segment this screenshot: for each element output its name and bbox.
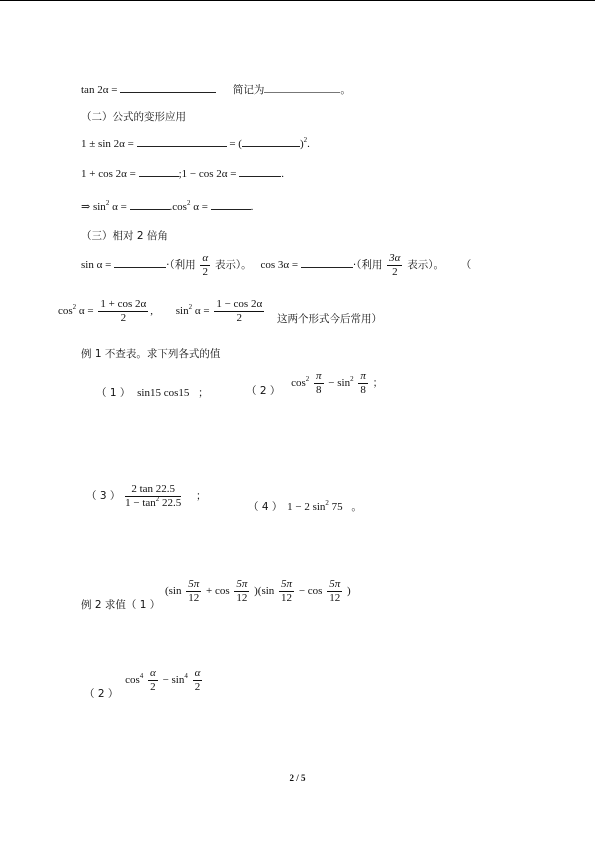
fraction-numerator: 5π [281,578,293,590]
semicolon: ； [198,387,209,399]
example1-item4 [248,500,362,514]
alpha-over-2-fraction [200,252,210,279]
cos-label: cos [291,377,306,390]
line-end-dot: . [307,138,310,150]
square-exponent: 2 [105,199,110,207]
use-label: ·（利用 [352,259,383,272]
fraction-denominator: 12 [329,592,341,604]
page-number: 2 / 5 [289,773,306,783]
fraction-denominator: 12 [236,592,248,604]
sin-alpha-blank[interactable] [114,257,166,268]
square-exponent: 2 [72,303,77,312]
minus-sin-label: − sin [328,377,351,390]
item-label: （ 3 ） [86,490,121,503]
plus-cos-label: + cos [205,585,230,598]
one-pm-cos2-line [81,166,284,181]
semicolon: ； [196,490,207,503]
implies-sin-label: ⇒ sin [81,201,106,213]
pi-over-8-fraction [314,370,324,397]
section3-title: （三）相对 2 倍角 [81,230,168,242]
comma: , [150,305,154,318]
alpha-over-2-fraction [148,667,158,694]
section2-title: （二）公式的变形应用 [81,111,186,123]
angle-value: 22.5 [162,497,182,509]
fraction-denominator: 12 [188,592,200,604]
fraction-denominator [123,497,183,510]
sin-cos-squared-line [81,199,253,214]
one-pm-sin2-suffix: ) [299,138,304,150]
one-minus-cos2-prefix: ;1 − cos 2α = [178,168,237,180]
fourth-power-exponent: 4 [184,672,188,681]
square-exponent: 2 [186,199,191,207]
fraction-numerator: 5π [236,578,248,590]
fraction-numerator: 2 tan 22.5 [125,483,181,497]
fraction-numerator: π [360,370,366,382]
represent-label: 表示）。 [407,259,444,272]
sin-open-label: (sin [164,585,182,598]
one-minus-2sin-label: 1 − 2 sin [287,501,326,513]
fraction-numerator: α [194,667,201,679]
square-exponent: 2 [188,303,193,312]
cos-sq-fraction [98,298,148,325]
item-label: （ 4 ） [248,501,283,513]
one-plus-cos2-prefix: 1 + cos 2α = [81,168,136,180]
fraction-denominator: 2 [392,266,398,278]
abbrev-answer-blank[interactable] [264,82,340,93]
fraction-denominator: 2 [202,266,209,278]
example2-item1 [81,578,351,612]
fraction-numerator: 5π [188,578,200,590]
fraction-numerator: 1 − cos 2α [216,298,263,310]
5pi-over-12-fraction [279,578,294,605]
cos-squared-label: .cos [169,201,187,213]
cos3-alpha-eq: cos 3α = [260,259,299,272]
fraction-denominator: 12 [281,592,293,604]
5pi-over-12-fraction [234,578,249,605]
open-paren: （ [460,259,472,272]
one-pm-sin2-square-blank[interactable] [242,136,300,147]
example2-item2 [84,667,204,701]
power-reduction-line [58,298,382,325]
3alpha-over-2-fraction [387,252,402,279]
one-pm-sin2-blank[interactable] [137,136,227,147]
alpha-over-2-fraction [193,667,203,694]
one-pm-sin2-mid: = ( [229,138,242,150]
fraction-numerator: 1 + cos 2α [100,298,147,310]
tan2-prefix: tan 2α = [81,84,118,96]
example2-title: 例 2 求值（ 1 ） [81,599,161,612]
square-exponent: 2 [303,136,308,144]
5pi-over-12-fraction [186,578,201,605]
square-exponent: 2 [155,495,160,503]
item-label: （ 2 ） [246,385,281,398]
fourth-power-exponent: 4 [139,672,144,681]
one-minus-cos2-blank[interactable] [239,166,281,177]
item-label: （ 1 ） [96,387,131,399]
fraction-numerator: α [150,667,156,679]
tan2-answer-blank[interactable] [120,82,216,93]
item-label: （ 2 ） [84,688,119,701]
tan2-formula-line [81,82,351,97]
one-plus-cos2-blank[interactable] [139,166,179,177]
fraction-denominator: 2 [150,681,156,693]
close-open-sin-label: )(sin [254,585,275,598]
one-pm-sin2-line [81,136,310,151]
fraction-numerator: 3α [389,252,401,264]
alpha-equals: α = [194,305,210,318]
close-paren: ) [346,585,351,598]
fraction-denominator: 2 [236,312,243,324]
alpha-equals: α = [112,201,127,213]
period: 。 [351,501,362,513]
minus-cos-label: − cos [298,585,323,598]
angle-value: 75 [331,501,343,513]
fraction-numerator: 5π [329,578,341,590]
half-angle-line [81,252,471,279]
cos-label: cos [125,674,140,687]
abbrev-label: 简记为 [232,84,265,96]
square-exponent: 2 [325,499,329,507]
ex1-1-expression: sin15 cos15 [137,387,190,399]
alpha-equals: α = [193,201,208,213]
one-pm-sin2-prefix: 1 ± sin 2α = [81,138,134,150]
fraction-denominator: 2 [194,681,201,693]
abbrev-period: 。 [340,84,351,96]
sin-alpha-eq: sin α = [81,259,112,272]
alpha-equals: α = [78,305,94,318]
line-end-dot: . [250,201,254,213]
semicolon: ； [372,377,384,390]
fraction-denominator: 2 [120,312,127,324]
5pi-over-12-fraction [327,578,342,605]
sin-squared-blank[interactable] [130,199,170,210]
top-border-line [0,0,595,1]
common-note: 这两个形式今后常用） [276,313,382,326]
square-exponent: 2 [305,375,310,384]
use-label: ·（利用 [166,259,196,272]
cos-squared-blank[interactable] [211,199,251,210]
example1-item3 [86,483,207,510]
fraction-numerator: π [316,370,322,382]
sin-sq-label: sin [175,305,189,318]
example1-item1 [96,386,209,400]
represent-label: 表示）。 [214,259,252,272]
minus-sin-label: − sin [162,674,185,687]
double-tan-fraction [123,483,183,510]
line-end-dot: . [281,168,284,180]
fraction-numerator: α [202,252,209,264]
example1-title: 例 1 不查表。求下列各式的值 [81,348,221,360]
square-exponent: 2 [350,375,354,384]
example1-item2 [246,370,383,397]
one-minus-tan-label: 1 − tan [125,497,156,509]
fraction-denominator: 8 [316,384,322,396]
cos3-alpha-blank[interactable] [301,257,353,268]
fraction-denominator: 8 [360,384,366,396]
pi-over-8-fraction [358,370,368,397]
sin-sq-fraction [214,298,264,325]
cos-sq-label: cos [58,305,73,318]
